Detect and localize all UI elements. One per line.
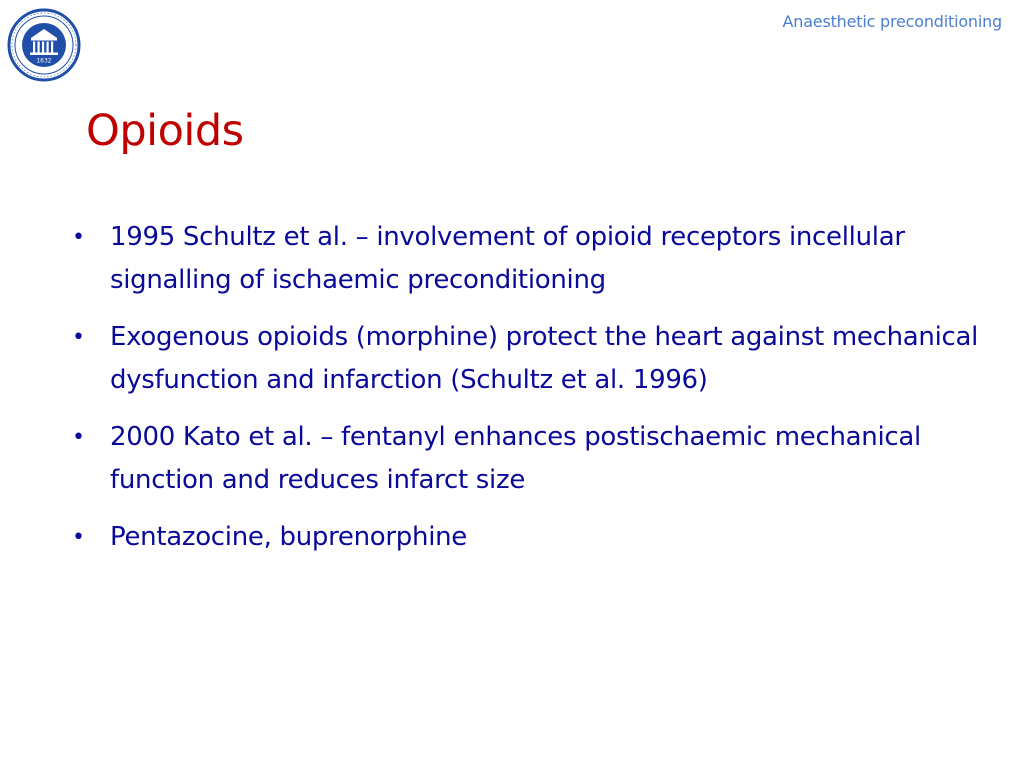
seal-year: 1632 xyxy=(36,57,52,65)
bullet-item xyxy=(72,216,992,302)
bullet-marker: • xyxy=(72,425,85,450)
bullet-item xyxy=(72,516,992,559)
bullet-text: Exogenous opioids (morphine) protect the heart against mechanical dysfunction and infarction (Schultz et al. 1996) xyxy=(110,322,979,395)
bullet-text: 1995 Schultz et al. – involvement of opioid receptors incellular signalling of ischaemic preconditioning xyxy=(110,222,905,295)
slide-title: Opioids xyxy=(86,106,244,156)
bullet-list xyxy=(72,216,992,573)
bullet-marker: • xyxy=(72,225,85,250)
bullet-marker: • xyxy=(72,525,85,550)
bullet-text: 2000 Kato et al. – fentanyl enhances postischaemic mechanical function and reduces infarct size xyxy=(110,422,921,495)
bullet-text: Pentazocine, buprenorphine xyxy=(110,522,467,552)
university-seal-logo xyxy=(7,8,81,82)
university-seal-icon xyxy=(7,8,81,82)
bullet-item xyxy=(72,316,992,402)
bullet-marker: • xyxy=(72,325,85,350)
bullet-item xyxy=(72,416,992,502)
presentation-title: Anaesthetic preconditioning xyxy=(782,12,1002,31)
